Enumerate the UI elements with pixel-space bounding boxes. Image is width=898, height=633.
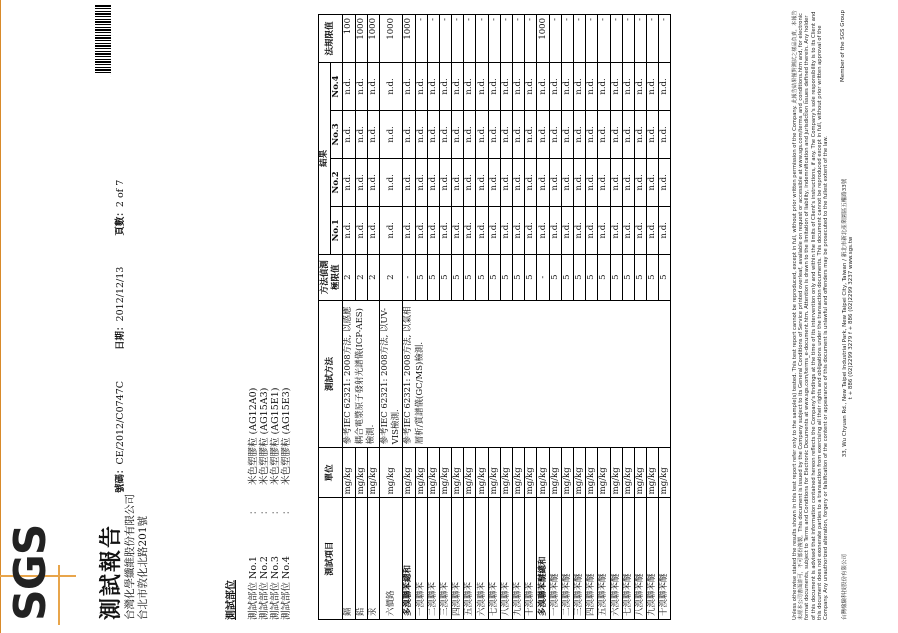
- cell-mdl: 2: [367, 254, 379, 300]
- cell-item: 一溴聯苯: [415, 498, 427, 620]
- cell-result-no3: n.d.: [634, 110, 646, 158]
- cell-unit: mg/kg: [634, 448, 646, 498]
- cell-unit: mg/kg: [549, 448, 561, 498]
- cell-result-no4: n.d.: [464, 63, 476, 111]
- cell-result-no2: n.d.: [537, 158, 549, 206]
- sample-row: 測試部位 No.2 ： 米色塑膠粒 (AG15A3): [259, 387, 270, 620]
- cell-mdl: -: [537, 254, 549, 300]
- cell-result-no4: n.d.: [647, 63, 659, 111]
- cell-mdl: 5: [610, 254, 622, 300]
- header-method: 測試方法: [319, 300, 343, 448]
- cell-result-no2: n.d.: [659, 158, 671, 206]
- page-edge-line: [0, 0, 1, 633]
- header-result: 結果: [319, 63, 331, 255]
- cell-result-no3: n.d.: [403, 110, 415, 158]
- cell-result-no4: n.d.: [500, 63, 512, 111]
- cell-result-no1: n.d.: [525, 206, 537, 254]
- cell-result-no1: n.d.: [488, 206, 500, 254]
- table-row: [343, 15, 355, 620]
- cell-result-no3: n.d.: [476, 110, 488, 158]
- report-date: 日期：2012/12/13: [115, 266, 126, 350]
- report-meta: [112, 152, 126, 493]
- cell-unit: mg/kg: [464, 448, 476, 498]
- cell-method: 參考IEC 62321: 2008方法, 以UV-VIS檢測.: [379, 300, 402, 448]
- cell-result-no2: n.d.: [427, 158, 439, 206]
- cell-result-no4: n.d.: [586, 63, 598, 111]
- cell-result-no4: n.d.: [598, 63, 610, 111]
- cell-result-no1: n.d.: [464, 206, 476, 254]
- cell-result-no4: n.d.: [403, 63, 415, 111]
- cell-result-no3: n.d.: [537, 110, 549, 158]
- cell-mdl: 5: [439, 254, 451, 300]
- cell-result-no2: n.d.: [343, 158, 355, 206]
- cell-unit: mg/kg: [561, 448, 573, 498]
- cell-result-no1: n.d.: [343, 206, 355, 254]
- cell-unit: mg/kg: [439, 448, 451, 498]
- footer-company: 台灣檢驗科技股份有限公司: [842, 553, 848, 620]
- cell-result-no1: n.d.: [573, 206, 585, 254]
- cell-result-no3: n.d.: [525, 110, 537, 158]
- cell-result-no1: n.d.: [598, 206, 610, 254]
- cell-result-no3: n.d.: [622, 110, 634, 158]
- cell-result-no2: n.d.: [586, 158, 598, 206]
- cell-result-no3: n.d.: [427, 110, 439, 158]
- cell-limit: 1000: [367, 15, 379, 63]
- cell-result-no4: n.d.: [573, 63, 585, 111]
- cell-result-no3: n.d.: [573, 110, 585, 158]
- cell-unit: mg/kg: [403, 448, 415, 498]
- cell-result-no3: n.d.: [513, 110, 525, 158]
- cell-limit: -: [464, 15, 476, 63]
- applicant-address: 台北市敦化北路201號: [137, 515, 149, 620]
- applicant-block: [124, 494, 150, 620]
- cell-result-no1: n.d.: [659, 206, 671, 254]
- table-row: [403, 15, 415, 620]
- cell-result-no1: n.d.: [586, 206, 598, 254]
- cell-unit: mg/kg: [513, 448, 525, 498]
- cell-limit: 1000: [379, 15, 402, 63]
- cell-unit: mg/kg: [427, 448, 439, 498]
- cell-result-no4: n.d.: [452, 63, 464, 111]
- cell-unit: mg/kg: [415, 448, 427, 498]
- sample-section-title: 測試部位: [226, 580, 237, 620]
- cell-result-no1: n.d.: [427, 206, 439, 254]
- cell-result-no4: n.d.: [439, 63, 451, 111]
- cell-result-no4: n.d.: [525, 63, 537, 111]
- cell-limit: -: [500, 15, 512, 63]
- cell-result-no2: n.d.: [476, 158, 488, 206]
- cell-result-no3: n.d.: [561, 110, 573, 158]
- cell-unit: mg/kg: [488, 448, 500, 498]
- cell-result-no4: n.d.: [513, 63, 525, 111]
- cell-item: 鉛: [355, 498, 367, 620]
- cell-limit: 1000: [403, 15, 415, 63]
- results-table: [318, 14, 671, 620]
- cell-limit: -: [513, 15, 525, 63]
- cell-limit: -: [415, 15, 427, 63]
- cell-result-no1: n.d.: [549, 206, 561, 254]
- cell-limit: -: [549, 15, 561, 63]
- cell-result-no2: n.d.: [415, 158, 427, 206]
- cell-mdl: 2: [343, 254, 355, 300]
- cell-result-no4: n.d.: [537, 63, 549, 111]
- cell-result-no4: n.d.: [343, 63, 355, 111]
- cell-item: 四溴聯苯: [452, 498, 464, 620]
- cell-mdl: 5: [464, 254, 476, 300]
- cell-unit: mg/kg: [622, 448, 634, 498]
- cell-mdl: 5: [476, 254, 488, 300]
- header-no2: No.2: [331, 158, 343, 206]
- cell-result-no2: n.d.: [403, 158, 415, 206]
- header-item: 測試項目: [319, 498, 343, 620]
- cell-result-no3: n.d.: [586, 110, 598, 158]
- header-no4: No.4: [331, 63, 343, 111]
- header-no1: No.1: [331, 206, 343, 254]
- cell-result-no4: n.d.: [379, 63, 402, 111]
- cell-result-no4: n.d.: [659, 63, 671, 111]
- cell-limit: 1000: [355, 15, 367, 63]
- cell-result-no1: n.d.: [415, 206, 427, 254]
- cell-item: 五溴聯苯醚: [598, 498, 610, 620]
- cell-unit: mg/kg: [379, 448, 402, 498]
- cell-result-no2: n.d.: [549, 158, 561, 206]
- cell-mdl: 5: [525, 254, 537, 300]
- cell-mdl: 5: [659, 254, 671, 300]
- sample-row: 測試部位 No.1 ： 米色塑膠粒 (AG12A0): [248, 387, 259, 620]
- cell-limit: -: [610, 15, 622, 63]
- cell-unit: mg/kg: [598, 448, 610, 498]
- cell-mdl: 2: [379, 254, 402, 300]
- cell-mdl: 5: [573, 254, 585, 300]
- cell-result-no2: n.d.: [464, 158, 476, 206]
- cell-item: 九溴聯苯醚: [647, 498, 659, 620]
- cell-result-no4: n.d.: [488, 63, 500, 111]
- cell-item: 六溴聯苯醚: [610, 498, 622, 620]
- cell-item: 九溴聯苯: [513, 498, 525, 620]
- cell-limit: -: [598, 15, 610, 63]
- cell-result-no2: n.d.: [573, 158, 585, 206]
- cell-result-no4: n.d.: [476, 63, 488, 111]
- cell-result-no3: n.d.: [355, 110, 367, 158]
- cell-result-no1: n.d.: [452, 206, 464, 254]
- report-number: 號碼：CE/2012/C0747C: [115, 380, 126, 493]
- cell-item: 多溴聯苯總和: [403, 498, 415, 620]
- cell-item: 三溴聯苯醚: [573, 498, 585, 620]
- cell-result-no1: n.d.: [561, 206, 573, 254]
- cell-unit: mg/kg: [586, 448, 598, 498]
- cell-item: 一溴聯苯醚: [549, 498, 561, 620]
- logo-underline: [58, 565, 60, 625]
- cell-result-no4: n.d.: [415, 63, 427, 111]
- cell-limit: -: [439, 15, 451, 63]
- header-limit: 法規限值: [319, 15, 343, 63]
- footer-address: 33, Wu Chyuan Rd., New Taipei Industrial Park, New Taipei City, Taiwan / 新北市新北產業園區五權路33號: [842, 178, 848, 458]
- cell-mdl: 5: [561, 254, 573, 300]
- cell-item: 八溴聯苯: [500, 498, 512, 620]
- cell-result-no4: n.d.: [367, 63, 379, 111]
- sample-row: 測試部位 No.3 ： 米色塑膠粒 (AG15E1): [270, 387, 281, 620]
- header-mdl: 方法偵測極限值: [319, 254, 343, 300]
- cell-mdl: 5: [415, 254, 427, 300]
- cell-unit: mg/kg: [367, 448, 379, 498]
- footer-phone: t + 886 (02)2299 3279 f + 886 (02)2299 3237 www.sgs.tw: [848, 236, 854, 400]
- cell-result-no3: n.d.: [367, 110, 379, 158]
- cell-unit: mg/kg: [537, 448, 549, 498]
- cell-limit: -: [586, 15, 598, 63]
- cell-result-no3: n.d.: [379, 110, 402, 158]
- cell-result-no1: n.d.: [367, 206, 379, 254]
- cell-result-no2: n.d.: [367, 158, 379, 206]
- cell-limit: -: [452, 15, 464, 63]
- cell-result-no1: n.d.: [476, 206, 488, 254]
- cell-result-no4: n.d.: [427, 63, 439, 111]
- cell-item: 二溴聯苯醚: [561, 498, 573, 620]
- cell-result-no2: n.d.: [452, 158, 464, 206]
- cell-limit: -: [476, 15, 488, 63]
- cell-result-no3: n.d.: [647, 110, 659, 158]
- cell-result-no3: n.d.: [500, 110, 512, 158]
- cell-mdl: 5: [622, 254, 634, 300]
- cell-result-no3: n.d.: [549, 110, 561, 158]
- cell-result-no1: n.d.: [537, 206, 549, 254]
- cell-method: 參考IEC 62321: 2008方法, 以氣相層析/質譜儀(GC/MS)檢測.: [403, 300, 671, 448]
- cell-result-no3: n.d.: [452, 110, 464, 158]
- cell-result-no3: n.d.: [610, 110, 622, 158]
- cell-result-no1: n.d.: [403, 206, 415, 254]
- cell-mdl: 2: [355, 254, 367, 300]
- cell-unit: mg/kg: [500, 448, 512, 498]
- cell-result-no2: n.d.: [500, 158, 512, 206]
- table-row: [379, 15, 402, 620]
- cell-result-no2: n.d.: [488, 158, 500, 206]
- cell-item: 十溴聯苯: [525, 498, 537, 620]
- cell-limit: -: [634, 15, 646, 63]
- cell-result-no1: n.d.: [513, 206, 525, 254]
- cell-unit: mg/kg: [452, 448, 464, 498]
- cell-result-no2: n.d.: [355, 158, 367, 206]
- cell-item: 四溴聯苯醚: [586, 498, 598, 620]
- cell-limit: -: [488, 15, 500, 63]
- cell-result-no1: n.d.: [647, 206, 659, 254]
- cell-mdl: 5: [452, 254, 464, 300]
- cell-limit: -: [427, 15, 439, 63]
- cell-result-no2: n.d.: [647, 158, 659, 206]
- cell-result-no1: n.d.: [500, 206, 512, 254]
- cell-result-no4: n.d.: [622, 63, 634, 111]
- cell-result-no2: n.d.: [379, 158, 402, 206]
- cell-item: 七溴聯苯醚: [622, 498, 634, 620]
- cell-result-no4: n.d.: [355, 63, 367, 111]
- cell-result-no3: n.d.: [439, 110, 451, 158]
- cell-item: 六價鉻: [379, 498, 402, 620]
- cell-item: 汞: [367, 498, 379, 620]
- cell-limit: -: [561, 15, 573, 63]
- cell-mdl: 5: [647, 254, 659, 300]
- cell-result-no1: n.d.: [355, 206, 367, 254]
- cell-result-no3: n.d.: [598, 110, 610, 158]
- cell-result-no1: n.d.: [622, 206, 634, 254]
- cell-limit: -: [573, 15, 585, 63]
- cell-mdl: 5: [513, 254, 525, 300]
- cell-result-no4: n.d.: [634, 63, 646, 111]
- cell-item: 五溴聯苯: [464, 498, 476, 620]
- cell-item: 十溴聯苯醚: [659, 498, 671, 620]
- cell-limit: -: [659, 15, 671, 63]
- sample-row: 測試部位 No.4 ： 米色塑膠粒 (AG15E3): [281, 387, 292, 620]
- cell-unit: mg/kg: [476, 448, 488, 498]
- cell-result-no2: n.d.: [561, 158, 573, 206]
- sample-list: [248, 388, 292, 620]
- cell-result-no2: n.d.: [513, 158, 525, 206]
- cell-item: 三溴聯苯: [439, 498, 451, 620]
- cell-unit: mg/kg: [610, 448, 622, 498]
- cell-mdl: -: [403, 254, 415, 300]
- cell-mdl: 5: [634, 254, 646, 300]
- cell-result-no2: n.d.: [610, 158, 622, 206]
- header-no3: No.3: [331, 110, 343, 158]
- cell-unit: mg/kg: [525, 448, 537, 498]
- cell-result-no3: n.d.: [488, 110, 500, 158]
- sgs-logo: SGS: [5, 524, 56, 621]
- cell-result-no2: n.d.: [622, 158, 634, 206]
- page-number: 頁數：2 of 7: [115, 179, 126, 236]
- results-body: [343, 15, 671, 620]
- report-title: 測試報告: [98, 523, 124, 620]
- cell-item: 六溴聯苯: [476, 498, 488, 620]
- cell-unit: mg/kg: [647, 448, 659, 498]
- footer-contact: [840, 179, 854, 457]
- cell-limit: -: [622, 15, 634, 63]
- cell-item: 七溴聯苯: [488, 498, 500, 620]
- cell-result-no3: n.d.: [343, 110, 355, 158]
- cell-result-no3: n.d.: [415, 110, 427, 158]
- cell-item: 鎘: [343, 498, 355, 620]
- cell-item: 二溴聯苯: [427, 498, 439, 620]
- cell-limit: 1000: [537, 15, 549, 63]
- cell-mdl: 5: [586, 254, 598, 300]
- cell-limit: 100: [343, 15, 355, 63]
- cell-mdl: 5: [549, 254, 561, 300]
- cell-unit: mg/kg: [659, 448, 671, 498]
- barcode: [95, 5, 111, 73]
- cell-result-no4: n.d.: [610, 63, 622, 111]
- cell-mdl: 5: [500, 254, 512, 300]
- cell-result-no1: n.d.: [379, 206, 402, 254]
- disclaimer-text: Unless otherwise stated the results shown in this test report refer only to the sample(s) tested. This test report cannot be reproduced, except in full, without prior written permission of the Company. 此報告結果僅對測試之樣品負責，本報告未經本公司書面許可，不可部份複製。This document is issued by the Company subject to its General Conditions of Service printed overleaf, available on request or accessible at www.sgs.com/terms_and_conditions.htm and, for electronic format documents, subject to Terms and Conditions for Electronic Documents at www.sgs.com/terms_e-document.htm. Attention is drawn to the limitation of liability, indemnification and jurisdiction issues defined therein. Any holder of this document is advised that information contained hereon reflects the Company's findings at the time of its intervention only and within the limits of Client's instructions, if any. The Company's sole responsibility is to its Client and this document does not exonerate parties to a transaction from exercising all their rights and obligations under the transaction documents. This document cannot be reproduced except in full, without prior written approval of the Company. Any unauthorized alteration, forgery or falsification of the content or appearance of this document is unlawful and offenders may be prosecuted to the fullest extent of the law.: [792, 10, 830, 620]
- cell-mdl: 5: [488, 254, 500, 300]
- cell-unit: mg/kg: [355, 448, 367, 498]
- cell-unit: mg/kg: [343, 448, 355, 498]
- cell-result-no2: n.d.: [634, 158, 646, 206]
- cell-limit: -: [647, 15, 659, 63]
- applicant-name: 台灣化學纖維股份有限公司: [124, 494, 136, 620]
- cell-method: 參考IEC 62321: 2008方法, 以感應耦合電漿原子發射光譜儀(ICP-AES)檢測.: [343, 300, 380, 448]
- cell-unit: mg/kg: [573, 448, 585, 498]
- cell-result-no2: n.d.: [525, 158, 537, 206]
- cell-item: 八溴聯苯醚: [634, 498, 646, 620]
- cell-result-no1: n.d.: [439, 206, 451, 254]
- cell-result-no3: n.d.: [464, 110, 476, 158]
- header-unit: 單位: [319, 448, 343, 498]
- footer: [840, 10, 854, 620]
- cell-result-no3: n.d.: [659, 110, 671, 158]
- cell-mdl: 5: [598, 254, 610, 300]
- cell-result-no1: n.d.: [610, 206, 622, 254]
- cell-result-no4: n.d.: [561, 63, 573, 111]
- cell-item: 多溴聯苯醚總和: [537, 498, 549, 620]
- cell-result-no4: n.d.: [549, 63, 561, 111]
- cell-limit: -: [525, 15, 537, 63]
- cell-result-no2: n.d.: [439, 158, 451, 206]
- footer-member: Member of the SGS Group: [840, 10, 846, 82]
- cell-mdl: 5: [427, 254, 439, 300]
- cell-result-no2: n.d.: [598, 158, 610, 206]
- cell-result-no1: n.d.: [634, 206, 646, 254]
